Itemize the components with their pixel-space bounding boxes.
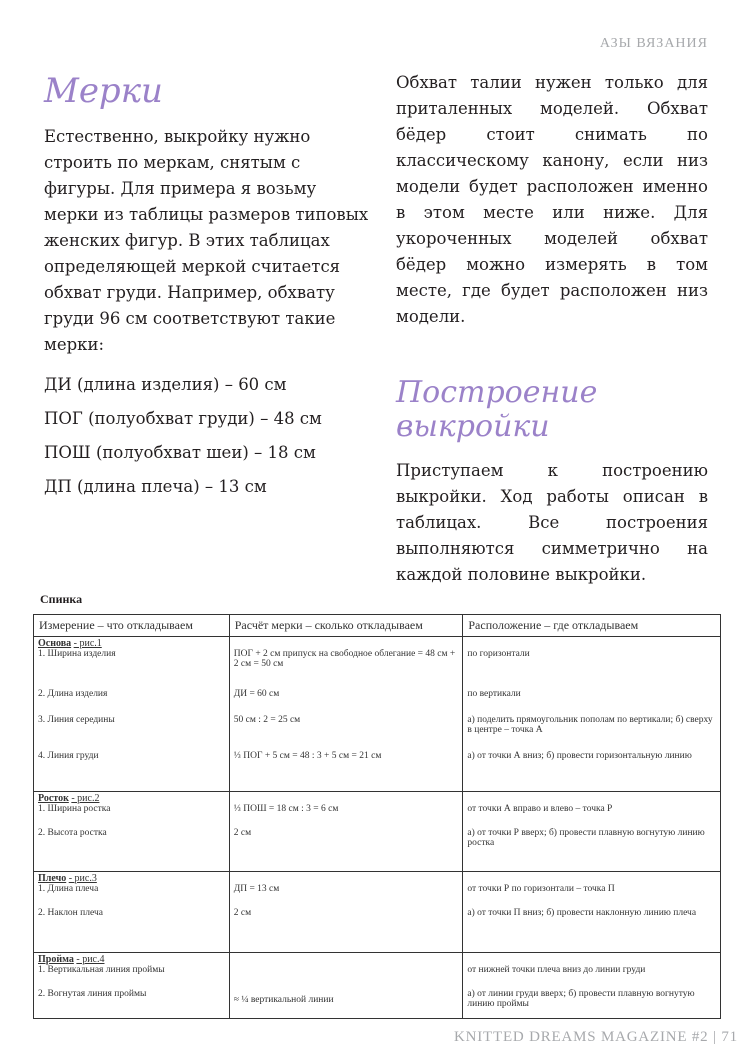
measure-item: ДИ (длина изделия) – 60 см [44, 375, 287, 394]
table-row [34, 828, 721, 858]
section-row [34, 791, 721, 804]
page-footer: KNITTED DREAMS MAGAZINE #2 | 71 [453, 1029, 738, 1045]
cell-calculation: 2 см [229, 828, 463, 858]
cell-location: от нижней точки плеча вниз до линии груди [463, 965, 721, 989]
cell-measurement: 3. Линия середины [34, 715, 230, 751]
cell-measurement: 2. Длина изделия [34, 689, 230, 715]
cell-location: а) от точки Р вверх; б) провести плавную вогнутую линию ростка [463, 828, 721, 858]
spacer-row [34, 777, 721, 791]
col-header-measurement: Измерение – что откладываем [34, 615, 230, 637]
heading-pattern-construction [396, 376, 708, 444]
table-row [34, 715, 721, 751]
right-column [396, 70, 708, 588]
section-row [34, 637, 721, 650]
measure-item: ДП (длина плеча) – 13 см [44, 477, 267, 496]
table-row [34, 884, 721, 908]
table-row [34, 908, 721, 938]
measure-item: ПОГ (полуобхват груди) – 48 см [44, 409, 322, 428]
col-header-calculation: Расчёт мерки – сколько откладываем [229, 615, 463, 637]
table-row [34, 989, 721, 1019]
cell-calculation: 2 см [229, 908, 463, 938]
back-pattern-table [33, 614, 721, 1019]
cell-calculation: 50 см : 2 = 25 см [229, 715, 463, 751]
measure-item: ПОШ (полуобхват шеи) – 18 см [44, 443, 316, 462]
section-label: Плечо - рис.3 [34, 872, 230, 885]
cell-measurement: 2. Высота ростка [34, 828, 230, 858]
cell-location: от точки Р по горизонтали – точка П [463, 884, 721, 908]
cell-calculation [229, 965, 463, 989]
construction-paragraph: Приступаем к построению выкройки. Ход работы описан в таблицах. Все построения выполняются симметрично на каждой половине выкройки. [396, 461, 708, 584]
cell-calculation: ⅓ ПОШ = 18 см : 3 = 6 см [229, 804, 463, 828]
cell-location: от точки А вправо и влево – точка Р [463, 804, 721, 828]
cell-measurement: 2. Наклон плеча [34, 908, 230, 938]
cell-location: по вертикали [463, 689, 721, 715]
col-header-location: Расположение – где откладываем [463, 615, 721, 637]
measures-list [44, 368, 374, 504]
cell-location: а) поделить прямоугольник пополам по вертикали; б) сверху в центре – точка А [463, 715, 721, 751]
table-row [34, 804, 721, 828]
heading-line-2: выкройки [396, 409, 550, 444]
table-row [34, 649, 721, 689]
table-row [34, 689, 721, 715]
cell-measurement: 4. Линия груди [34, 751, 230, 777]
cell-measurement: 2. Вогнутая линия проймы [34, 989, 230, 1019]
cell-calculation: ⅓ ПОГ + 5 см = 48 : 3 + 5 см = 21 см [229, 751, 463, 777]
table-title: Спинка [40, 592, 83, 606]
cell-calculation: ПОГ + 2 см припуск на свободное облегание = 48 см + 2 см = 50 см [229, 649, 463, 689]
cell-measurement: 1. Ширина ростка [34, 804, 230, 828]
cell-calculation: ДП = 13 см [229, 884, 463, 908]
heading-line-1: Построение [396, 375, 598, 410]
section-label: Росток - рис.2 [34, 791, 230, 804]
left-column [44, 70, 374, 504]
measurements-paragraph: Естественно, выкройку нужно строить по меркам, снятым с фигуры. Для примера я возьму мерки из таблицы размеров типовых женских фигур. В этих таблицах определяющей меркой считается обхват груди. Например, обхвату груди 96 см соответствуют такие мерки: [44, 127, 369, 354]
cell-location: а) от линии груди вверх; б) провести плавную вогнутую линию проймы [463, 989, 721, 1019]
cell-measurement: 1. Ширина изделия [34, 649, 230, 689]
section-label: Основа - рис.1 [34, 637, 230, 650]
table-row [34, 751, 721, 777]
heading-measurements: Мерки [44, 71, 163, 111]
cell-measurement: 1. Вертикальная линия проймы [34, 965, 230, 989]
spacer-row [34, 858, 721, 872]
cell-location: а) от точки П вниз; б) провести наклонную линию плеча [463, 908, 721, 938]
table-row [34, 965, 721, 989]
section-label: Пройма - рис.4 [34, 952, 230, 965]
cell-location: по горизонтали [463, 649, 721, 689]
running-head: АЗЫ ВЯЗАНИЯ [599, 36, 708, 51]
waist-hip-paragraph: Обхват талии нужен только для приталенных моделей. Обхват бёдер стоит снимать по классическому канону, если низ модели будет расположен именно в этом месте или ниже. Для укороченных моделей обхват бёдер можно измерять в том месте, где будет расположен низ модели. [396, 73, 708, 326]
cell-calculation: ДИ = 60 см [229, 689, 463, 715]
spacer-row [34, 938, 721, 952]
cell-calculation: ≈ ¼ вертикальной линии [229, 989, 463, 1019]
section-row [34, 952, 721, 965]
section-row [34, 872, 721, 885]
cell-location: а) от точки А вниз; б) провести горизонтальную линию [463, 751, 721, 777]
cell-measurement: 1. Длина плеча [34, 884, 230, 908]
